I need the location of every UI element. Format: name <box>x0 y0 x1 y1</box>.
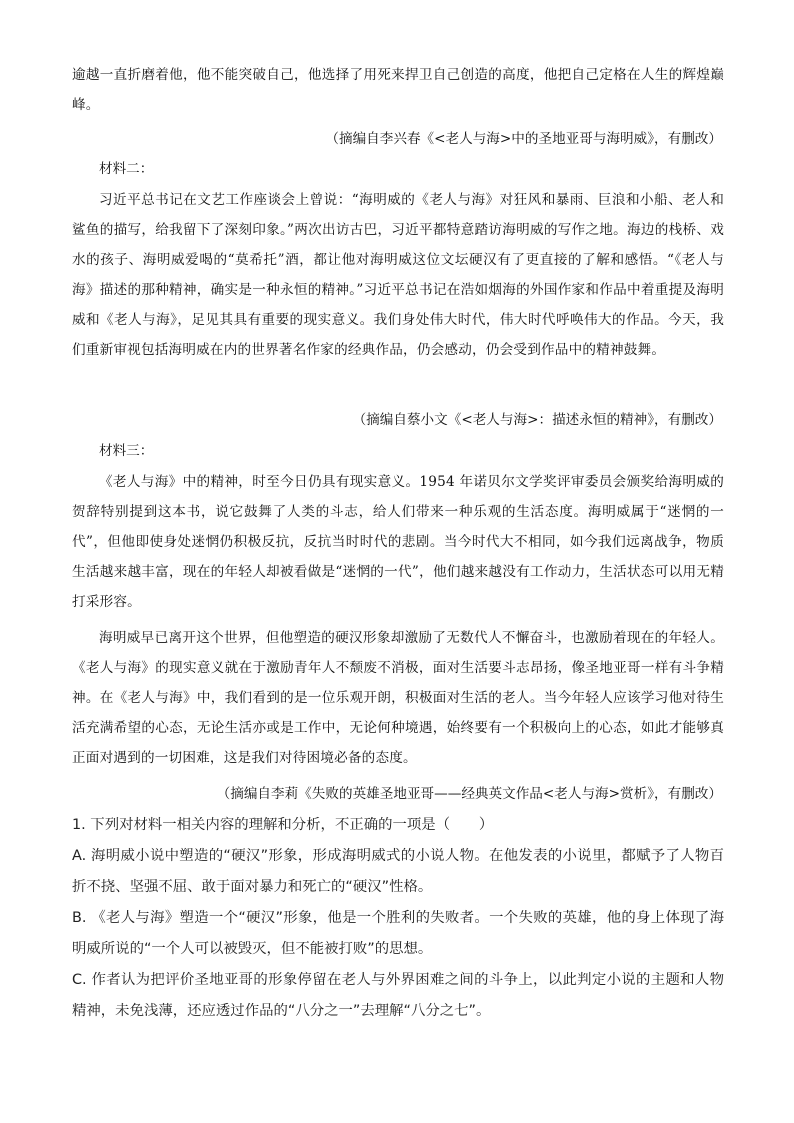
material1-tail-text: 逾越一直折磨着他，他不能突破自己，他选择了用死来捍卫自己创造的高度，他把自己定格在人生的辉煌巅峰。 <box>72 67 724 113</box>
material3-paragraph1: 《老人与海》中的精神，时至今日仍具有现实意义。1954 年诺贝尔文学奖评审委员会颁奖给海明威的贺辞特别提到这本书，说它鼓舞了人类的斗志，给人们带来一种乐观的生活态度。海明威属于“迷惘的一代”，但他即使身处迷惘仍积极反抗，反抗当时时代的悲剧。当今时代大不相同，如今我们远离战争，物质生活越来越丰富，现在的年轻人却被看做是“迷惘的一代”，他们越来越没有工作动力，生活状态可以用无精打采形容。 <box>72 474 724 610</box>
question1-stem: 1. 下列对材料一相关内容的理解和分析，不正确的一项是（ ） <box>72 817 494 833</box>
question1-option-c: C. 作者认为把评价圣地亚哥的形象停留在老人与外界困难之间的斗争上，以此判定小说的主题和人物精神，未免浅薄，还应透过作品的“八分之一”去理解“八分之七”。 <box>72 972 724 1019</box>
material3-paragraph2: 海明威早已离开这个世界，但他塑造的硬汉形象却激励了无数代人不懈奋斗，也激励着现在的年轻人。《老人与海》的现实意义就在于激励青年人不颓废不消极，面对生活要斗志昂扬，像圣地亚哥一样有斗争精神。在《老人与海》中，我们看到的是一位乐观开朗，积极面对生活的老人。当今年轻人应该学习他对待生活充满希望的心态，无论生活亦或是工作中，无论何种境遇，始终要有一个积极向上的心态，如此才能够真正面对遇到的一切困难，这是我们对待困境必备的态度。 <box>72 630 724 766</box>
question1-option-b: B. 《老人与海》塑造一个“硬汉”形象，他是一个胜利的失败者。一个失败的英雄，他的身上体现了海明威所说的“一个人可以被毁灭，但不能被打败”的思想。 <box>72 910 724 957</box>
material3-heading: 材料三： <box>99 443 154 459</box>
material2-text: 习近平总书记在文艺工作座谈会上曾说：“海明威的《老人与海》对狂风和暴雨、巨浪和小船、老人和鲨鱼的描写，给我留下了深刻印象。”两次出访古巴，习近平都特意踏访海明威的写作之地。海边的栈桥、戏水的孩子、海明威爱喝的“莫希托”酒，都让他对海明威这位文坛硬汉有了更直接的了解和感悟。“《老人与海》描述的那种精神，确实是一种永恒的精神。”习近平总书记在浩如烟海的外国作家和作品中着重提及海明威和《老人与海》，足见其具有重要的现实意义。我们身处伟大时代，伟大时代呼唤伟大的作品。今天，我们重新审视包括海明威在内的世界著名作家的经典作品，仍会感动，仍会受到作品中的精神鼓舞。 <box>72 192 724 358</box>
question1-option-a: A. 海明威小说中塑造的“硬汉”形象，形成海明威式的小说人物。在他发表的小说里，都赋予了人物百折不挠、坚强不屈、敢于面对暴力和死亡的“硬汉”性格。 <box>72 848 724 895</box>
material3-source: （摘编自李莉《失败的英雄圣地亚哥——经典英文作品<老人与海>赏析》，有删改） <box>216 786 722 802</box>
material2-heading: 材料二： <box>99 161 154 177</box>
material2-source: （摘编自蔡小文《<老人与海>：描述永恒的精神》，有删改） <box>352 412 722 428</box>
material1-source: （摘编自李兴春《<老人与海>中的圣地亚哥与海明威》，有删改） <box>325 131 722 147</box>
